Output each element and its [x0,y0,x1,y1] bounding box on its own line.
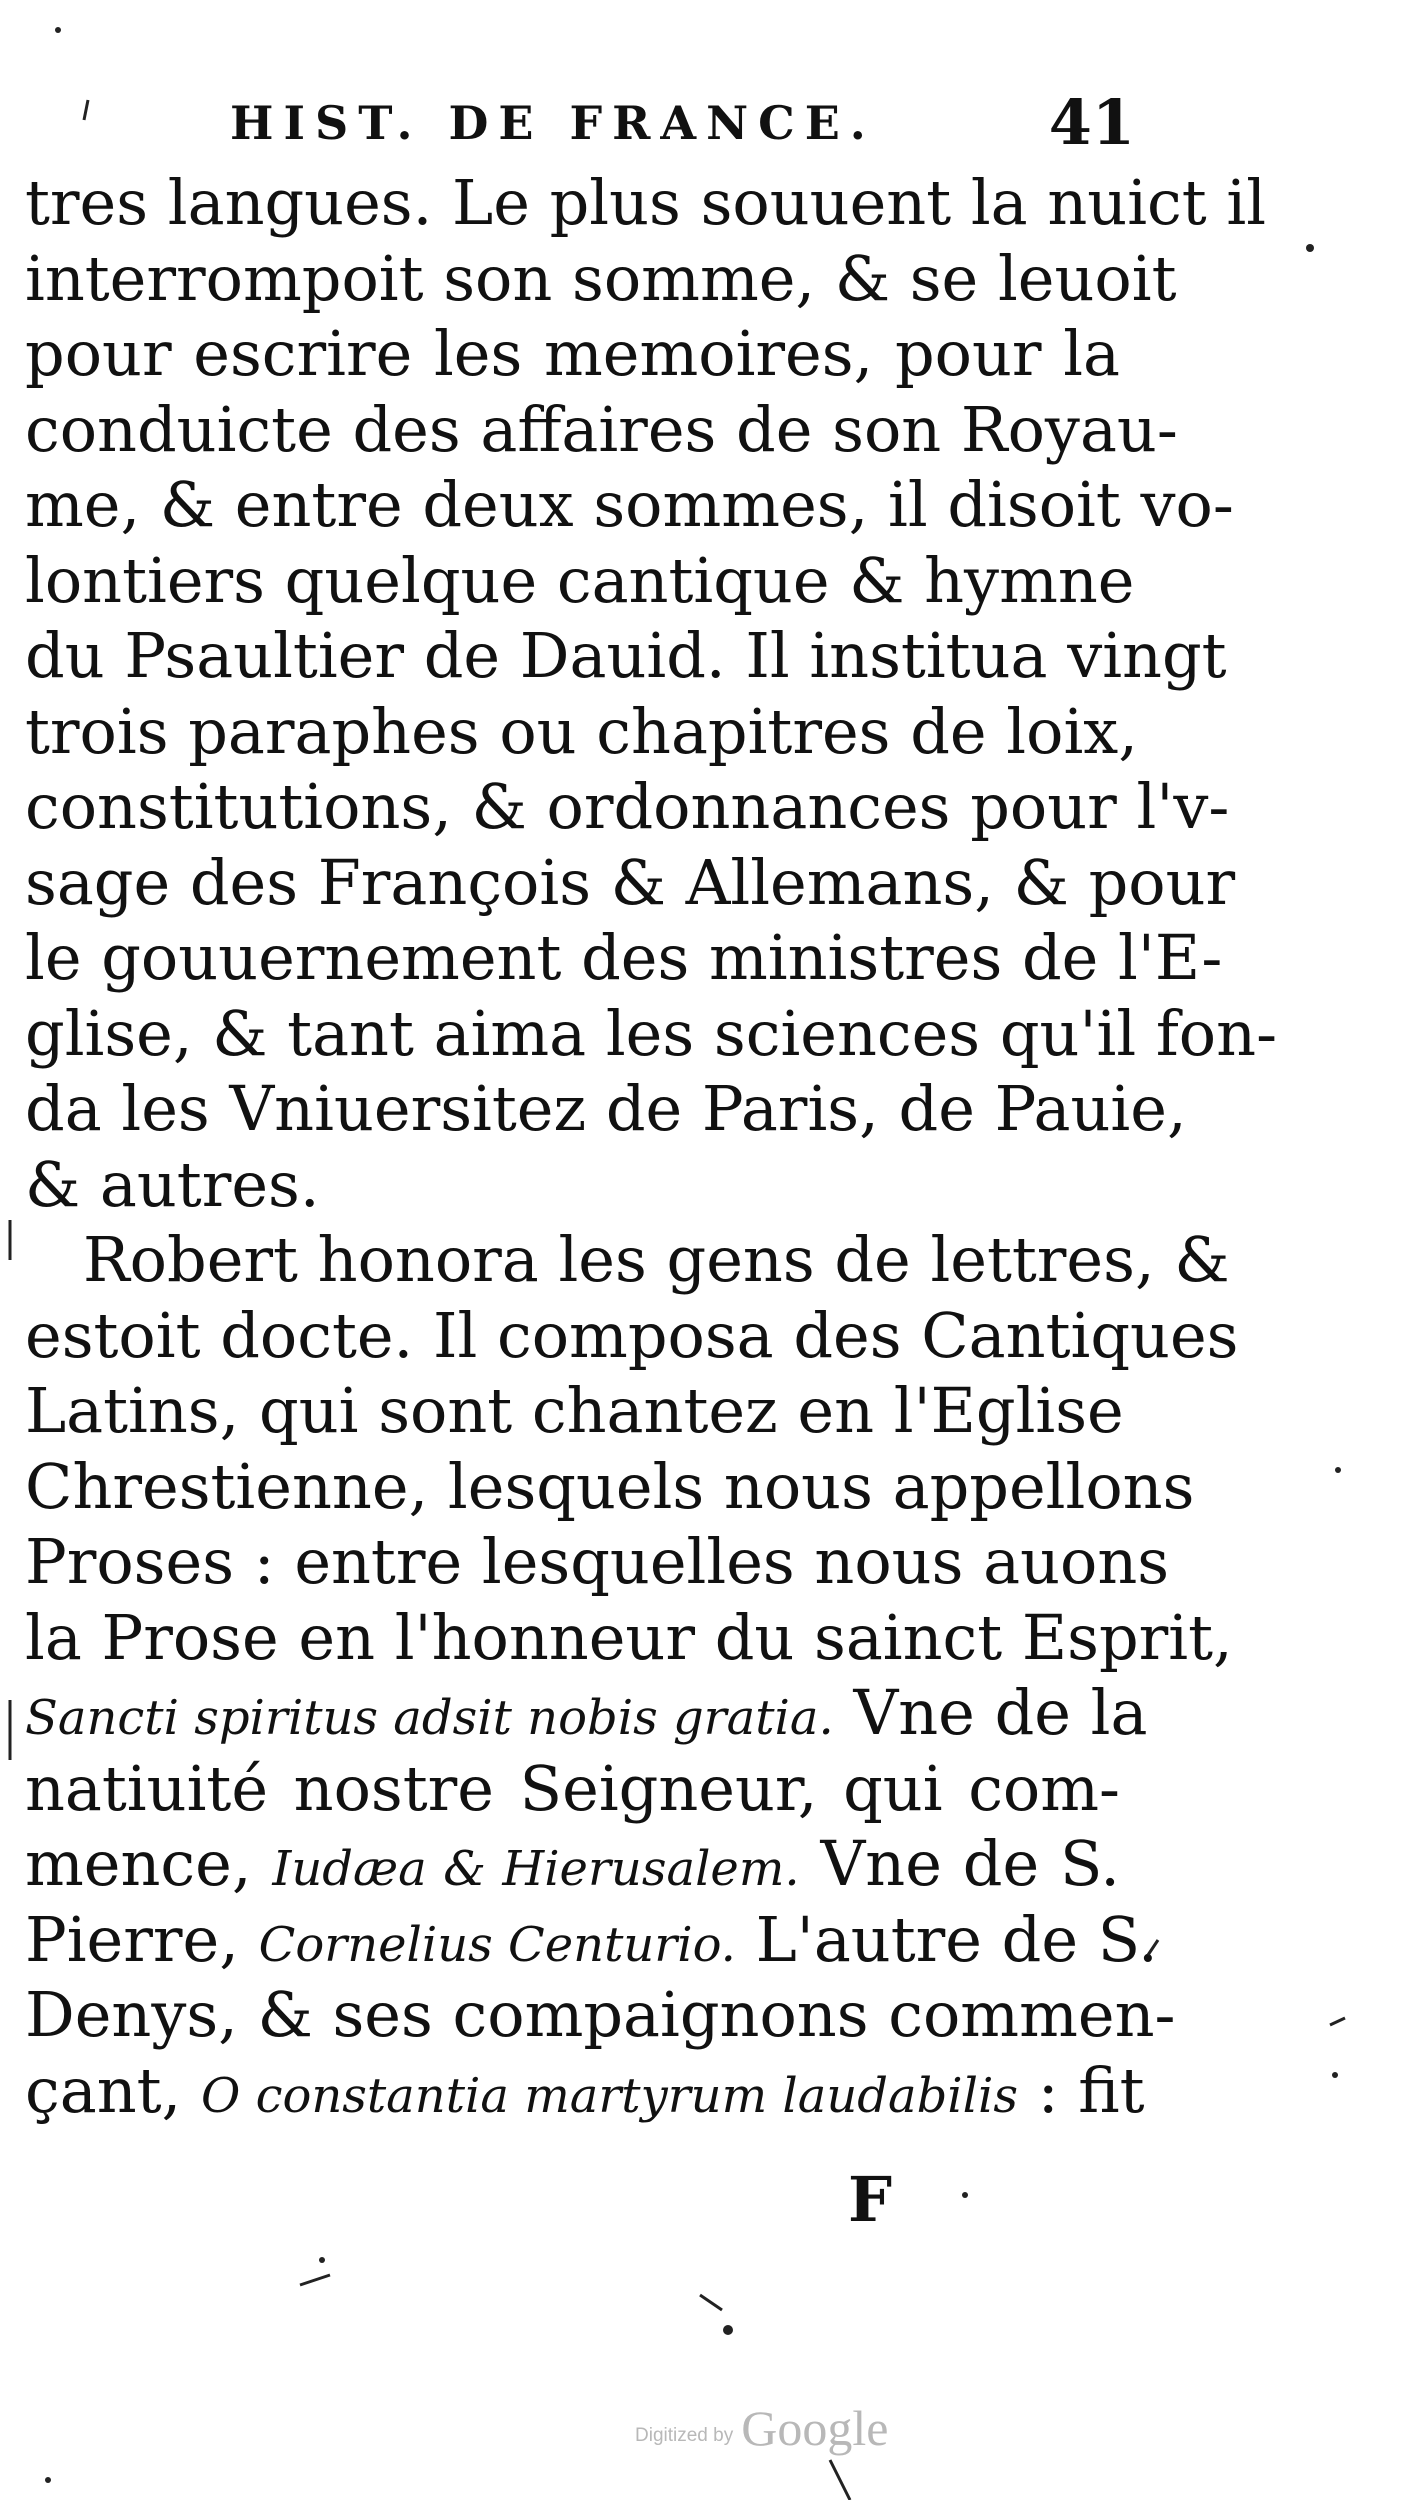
latin-quote: O constantia martyrum laudabilis [200,2067,1018,2124]
text-line-paragraph-start: Robert honora les gens de lettres, & [83,1223,1230,1296]
text-segment: çant, [25,2053,201,2127]
page-header [205,78,1135,168]
text-line: pour escrire les memoires, pour la [25,317,1120,390]
text-segment: Vne de S. [799,1827,1120,1900]
google-watermark [635,2378,888,2458]
text-line-latin-quote [25,1675,1148,1751]
latin-quote: Sancti spiritus adsit nobis gratia. [25,1690,834,1746]
text-line-latin-quote [25,1826,1120,1902]
text-line-latin-quote [25,1902,1158,1978]
text-line: Chrestienne, lesquels nous appellons [25,1449,1195,1523]
text-line: Denys, & ses compaignons commen- [25,1978,1176,2051]
text-line: conduicte des affaires de son Royau- [25,392,1178,466]
text-line: interrompoit son somme, & se leuoit [25,241,1177,315]
google-logo: Google [741,2400,889,2456]
page-number: 41 [1048,86,1135,159]
running-head: HIST. DE FRANCE. [230,96,876,150]
latin-quote: Iudæa & Hierusalem. [272,1841,800,1897]
text-line-paragraph-end: & autres. [25,1147,320,1221]
text-segment: Pierre, [25,1902,259,1976]
text-segment: mence, [25,1827,273,1900]
text-line: Proses : entre lesquelles nous auons [25,1525,1170,1598]
catchword: F [848,2163,893,2236]
text-line: la Prose en l'honneur du sainct Esprit, [25,1600,1233,1674]
text-line: du Psaultier de Dauid. Il institua vingt [25,619,1227,692]
text-line: constitutions, & ordonnances pour l'v- [25,770,1230,843]
text-line: Latins, qui sont chantez en l'Eglise [25,1374,1124,1447]
latin-quote: Cornelius Centurio. [258,1916,736,1973]
body-text [25,165,1278,2128]
text-line: natiuité nostre Seigneur, qui com- [25,1751,1120,1825]
text-segment: Vne de la [833,1676,1148,1749]
text-line: me, & entre deux sommes, il disoit vo- [25,468,1234,541]
text-line: trois paraphes ou chapitres de loix, [25,694,1138,768]
text-line: lontiers quelque cantique & hymne [25,543,1135,617]
text-line: glise, & tant aima les sciences qu'il fon- [25,996,1278,1070]
text-line: tres langues. Le plus souuent la nuict il [25,166,1267,239]
text-line: da les Vniuersitez de Paris, de Pauie, [25,1072,1187,1145]
text-line: le gouuernement des ministres de l'E- [25,921,1223,994]
text-segment: : fit [1017,2053,1145,2127]
watermark-caption: Digitized by [635,2425,734,2446]
text-segment: L'autre de S. [735,1902,1158,1976]
text-line: sage des François & Allemans, & pour [25,845,1236,919]
text-line: estoit docte. Il composa des Cantiques [25,1298,1239,1372]
text-line-latin-quote [25,2053,1145,2129]
